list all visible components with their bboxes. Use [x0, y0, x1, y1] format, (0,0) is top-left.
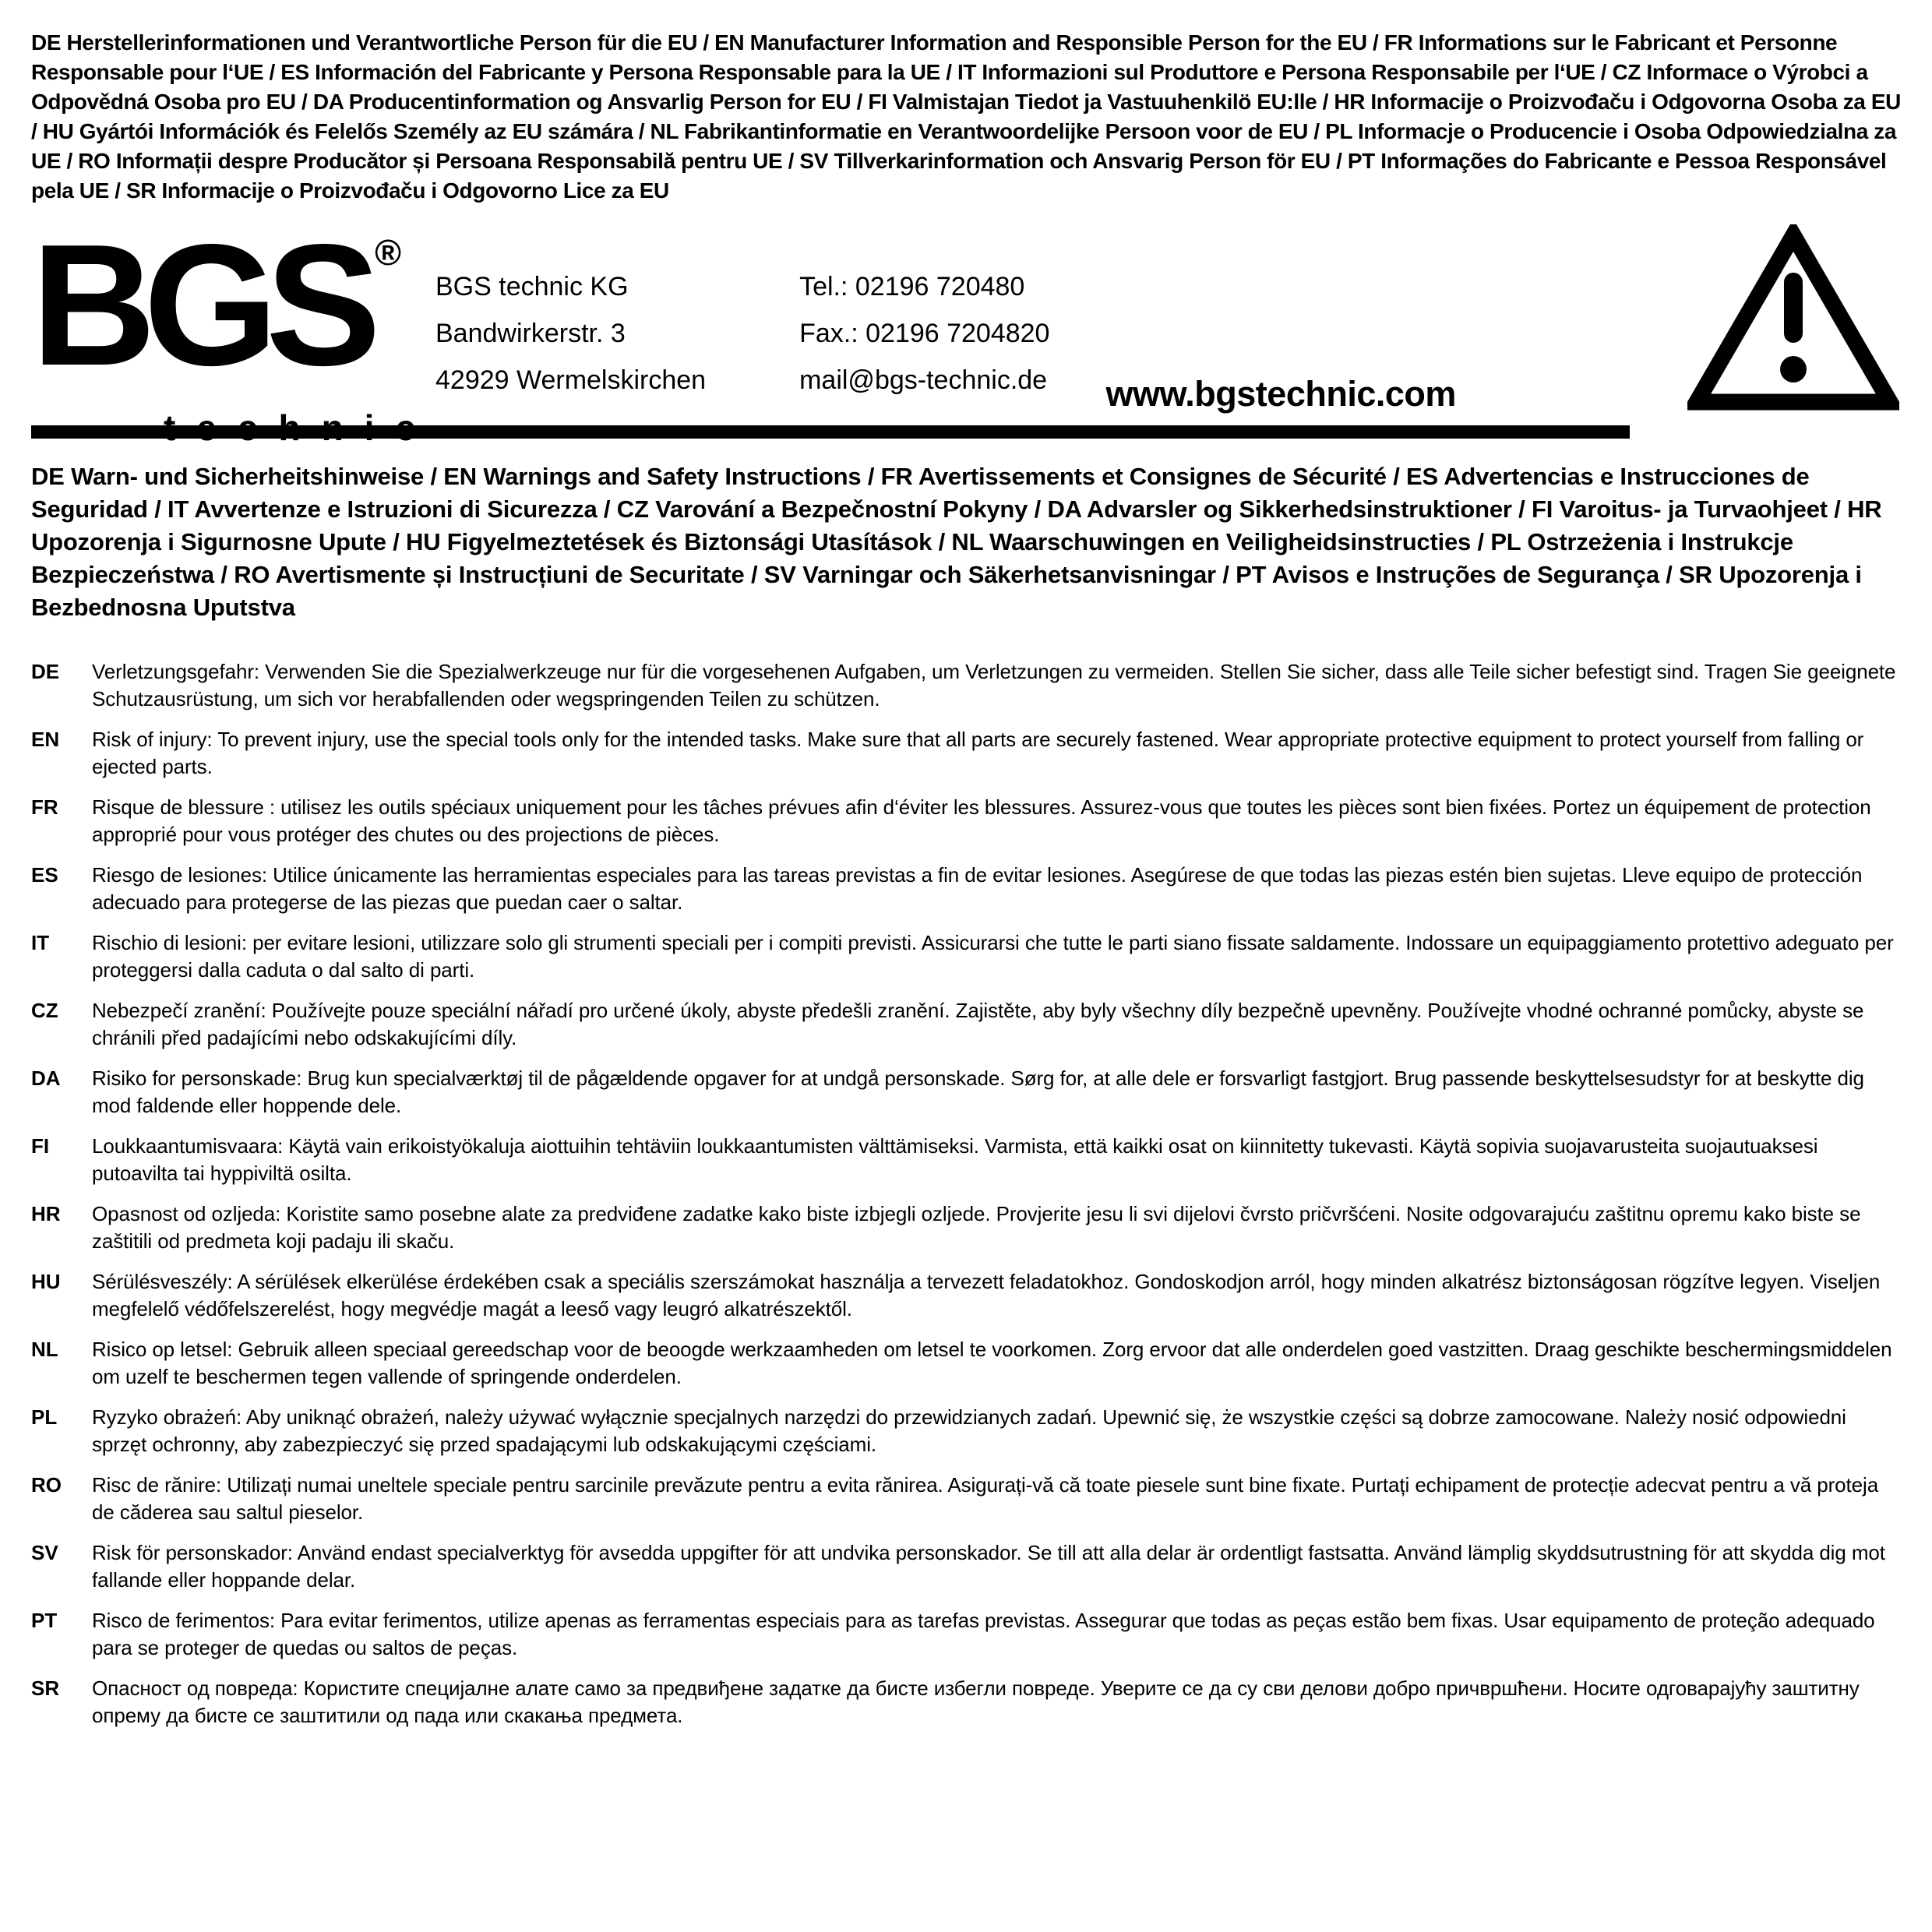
warning-item — [31, 794, 1901, 848]
bgs-logo-subtext: technic — [164, 407, 437, 448]
company-city: 42929 Wermelskirchen — [435, 365, 707, 395]
warning-triangle-icon — [1687, 224, 1899, 411]
warning-text: Opasnost od ozljeda: Koristite samo posebne alate za predviđene zadatke kako biste izbjegli ozljede. Provjerite jesu li svi dijelovi čvrsto pričvršćeni. Nosite odgovarajuću zaštitnu opremu kako biste se zaštitili od predmeta koji padaju ili skaču. — [92, 1202, 1861, 1253]
warning-item — [31, 1336, 1901, 1391]
warning-item — [31, 1404, 1901, 1458]
warning-item — [31, 1133, 1901, 1187]
warnings-header: DE Warn- und Sicherheitshinweise / EN Warnings and Safety Instructions / FR Avertissements et Consignes de Sécurité / ES Advertencias e Instrucciones de Seguridad / IT Avvertenze e Istruzioni di Sicurezza / CZ Varování a Bezpečnostní Pokyny / DA Advarsler og Sikkerhedsinstruktioner / FI Varoitus- ja Turvaohjeet / HR Upozorenja i Sigurnosne Upute / HU Figyelmeztetések és Biztonsági Utasítások / NL Waarschuwingen en Veiligheidsinstructies / PL Ostrzeżenia i Instrukcje Bezpieczeństwa / RO Avertismente și Instrucțiuni de Securitate / SV Varningar och Säkerhetsanvisningar / PT Avisos e Instruções de Segurança / SR Upozorenja i Bezbednosna Uputstva — [31, 463, 1882, 621]
warning-text: Ryzyko obrażeń: Aby uniknąć obrażeń, należy używać wyłącznie specjalnych narzędzi do przewidzianych zadań. Upewnić się, że wszystkie części są dobrze zamocowane. Należy nosić odpowiedni sprzęt ochronny, aby zabezpieczyć się przed spadającymi lub odskakującymi częściami. — [92, 1405, 1846, 1456]
warning-item — [31, 1675, 1901, 1729]
warning-text: Risico op letsel: Gebruik alleen speciaal gereedschap voor de beoogde werkzaamheden om letsel te voorkomen. Zorg ervoor dat alle onderdelen goed vastzitten. Draag geschikte beschermingsmiddelen om uzelf te beschermen tegen vallende of springende onderdelen. — [92, 1338, 1892, 1388]
warning-item — [31, 726, 1901, 781]
warning-language-code: NL — [31, 1338, 58, 1361]
warning-text: Risiko for personskade: Brug kun specialværktøj til de pågældende opgaver for at undgå personskade. Sørg for, at alle dele er forsvarligt fastgjort. Brug passende beskyttelsesudstyr for at beskytte dig mod faldende eller hoppende dele. — [92, 1066, 1864, 1117]
warning-text: Sérülésveszély: A sérülések elkerülése érdekében csak a speciális szerszámokat használja a tervezett feladatokhoz. Gondoskodjon arról, hogy minden alkatrész biztonságosan rögzítve legyen. Viseljen megfelelő védőfelszerelést, hogy megvédje magát a leeső vagy leugró alkatrészektől. — [92, 1270, 1881, 1320]
warning-language-code: CZ — [31, 999, 58, 1022]
warning-text: Loukkaantumisvaara: Käytä vain erikoistyökaluja aiottuihin tehtäviin loukkaantumisten välttämiseksi. Varmista, että kaikki osat on kiinnitetty tukevasti. Käytä sopivia suojavarusteita suojautuaksesi putoavilta tai hyppiviltä osilta. — [92, 1134, 1818, 1185]
warning-item — [31, 1539, 1901, 1594]
warning-text: Risc de rănire: Utilizați numai uneltele speciale pentru sarcinile prevăzute pentru a evita rănirea. Asigurați-vă că toate piesele sunt bine fixate. Purtați echipament de protecție adecvat pentru a vă proteja de căderea sau saltul pieselor. — [92, 1473, 1879, 1524]
warning-text: Risk of injury: To prevent injury, use the special tools only for the intended tasks. Make sure that all parts are securely fastened. Wear appropriate protective equipment to protect yourself from falling or ejected parts. — [92, 728, 1864, 778]
warning-text: Verletzungsgefahr: Verwenden Sie die Spezialwerkzeuge nur für die vorgesehenen Aufgaben, um Verletzungen zu vermeiden. Stellen Sie sicher, dass alle Teile sicher befestigt sind. Tragen Sie geeignete Schutzausrüstung, um sich vor herabfallenden oder wegspringenden Teilen zu schützen. — [92, 660, 1896, 710]
warning-item — [31, 658, 1901, 713]
warning-item — [31, 997, 1901, 1052]
warning-text: Risque de blessure : utilisez les outils spéciaux uniquement pour les tâches prévues afin d‘éviter les blessures. Assurez-vous que toutes les pièces sont bien fixées. Portez un équipement de protection approprié pour vous protéger des chutes ou des projections de pièces. — [92, 795, 1871, 846]
website-url: www.bgstechnic.com — [1105, 374, 1456, 414]
company-street: Bandwirkerstr. 3 — [435, 319, 626, 348]
warning-text: Rischio di lesioni: per evitare lesioni, utilizzare solo gli strumenti speciali per i compiti previsti. Assicurarsi che tutte le parti siano fissate saldamente. Indossare un equipaggiamento protettivo adeguato per proteggersi dalla caduta o dal salto di parti. — [92, 931, 1894, 982]
bgs-logo-wordmark — [31, 209, 425, 422]
warning-language-code: HU — [31, 1270, 61, 1293]
warning-language-code: SV — [31, 1541, 58, 1564]
warning-language-code: RO — [31, 1473, 62, 1497]
warning-language-code: ES — [31, 863, 58, 887]
warning-item — [31, 862, 1901, 916]
warning-language-code: PL — [31, 1405, 58, 1429]
warning-language-code: EN — [31, 728, 60, 751]
manufacturer-info-header: DE Herstellerinformationen und Verantwortliche Person für die EU / EN Manufacturer Information and Responsible Person for the EU / FR Informations sur le Fabricant et Personne Responsable pour l‘UE / ES Información del Fabricante y Persona Responsable para la UE / IT Informazioni sul Produttore e Persona Responsabile per l‘UE / CZ Informace o Výrobci a Odpovědná Osoba pro EU / DA Producentinformation og Ansvarlig Person for EU / FI Valmistajan Tiedot ja Vastuuhenkilö EU:lle / HR Informacije o Proizvođaču i Odgovorna Osoba za EU / HU Gyártói Információk és Felelős Személy az EU számára / NL Fabrikantinformatie en Verantwoordelijke Persoon voor de EU / PL Informacje o Producencie i Osoba Odpowiedzialna za UE / RO Informații despre Producător și Persoana Responsabilă pentru UE / SV Tillverkarinformation och Ansvarig Person för EU / PT Informações do Fabricante e Pessoa Responsável pela UE / SR Informacije o Proizvođaču i Odgovorno Lice za EU — [31, 30, 1901, 203]
warning-text: Опасност од повреда: Користите специјалне алате само за предвиђене задатке да бисте избегли повреде. Уверите се да су сви делови добро причвршћени. Носите одговарајућу заштитну опрему да бисте се заштитили од пада или скакања предмета. — [92, 1676, 1860, 1727]
fax-number: Fax.: 02196 7204820 — [799, 319, 1050, 348]
company-address — [435, 235, 706, 404]
warning-item — [31, 1472, 1901, 1526]
warning-language-code: DA — [31, 1066, 61, 1090]
warning-language-code: IT — [31, 931, 50, 954]
bgs-logo-text: BGS — [31, 209, 369, 402]
registered-trademark-icon: ® — [375, 232, 401, 273]
warning-text: Riesgo de lesiones: Utilice únicamente las herramientas especiales para las tareas previstas a fin de evitar lesiones. Asegúrese de que todas las piezas estén bien sujetas. Lleve equipo de protección adecuado para protegerse de las piezas que puedan caer o saltar. — [92, 863, 1863, 914]
bgs-logo — [31, 209, 437, 449]
warning-item — [31, 1065, 1901, 1119]
warning-text: Risco de ferimentos: Para evitar ferimentos, utilize apenas as ferramentas especiais para as tarefas previstas. Assegurar que todas as peças estão bem fixas. Usar equipamento de proteção adequado para se proteger de quedas ou saltos de peças. — [92, 1609, 1875, 1659]
phone-number: Tel.: 02196 720480 — [799, 272, 1025, 301]
warning-language-code: SR — [31, 1676, 60, 1700]
email-address: mail@bgs-technic.de — [799, 365, 1048, 395]
warning-language-code: PT — [31, 1609, 58, 1632]
warning-item — [31, 1607, 1901, 1662]
company-info-block — [31, 209, 1901, 448]
warning-language-code: FI — [31, 1134, 50, 1158]
warning-language-code: HR — [31, 1202, 61, 1225]
warning-language-code: DE — [31, 660, 60, 683]
warning-item — [31, 1268, 1901, 1323]
warning-item — [31, 929, 1901, 984]
warning-text: Risk för personskador: Använd endast specialverktyg för avsedda uppgifter för att undvika personskador. Se till att alla delar är ordentligt fastsatta. Använd lämplig skyddsutrustning för att skydda dig mot fallande eller hoppande delar. — [92, 1541, 1885, 1592]
warning-language-code: FR — [31, 795, 58, 819]
warning-text: Nebezpečí zranění: Používejte pouze speciální nářadí pro určené úkoly, abyste předešli zranění. Zajistěte, aby byly všechny díly bezpečně upevněny. Používejte vhodné ochranné pomůcky, abyste se chránili před padajícími nebo odskakujícími díly. — [92, 999, 1864, 1049]
company-contact — [799, 235, 1049, 404]
warning-item — [31, 1200, 1901, 1255]
warnings-list — [31, 658, 1901, 1729]
company-name: BGS technic KG — [435, 272, 629, 301]
